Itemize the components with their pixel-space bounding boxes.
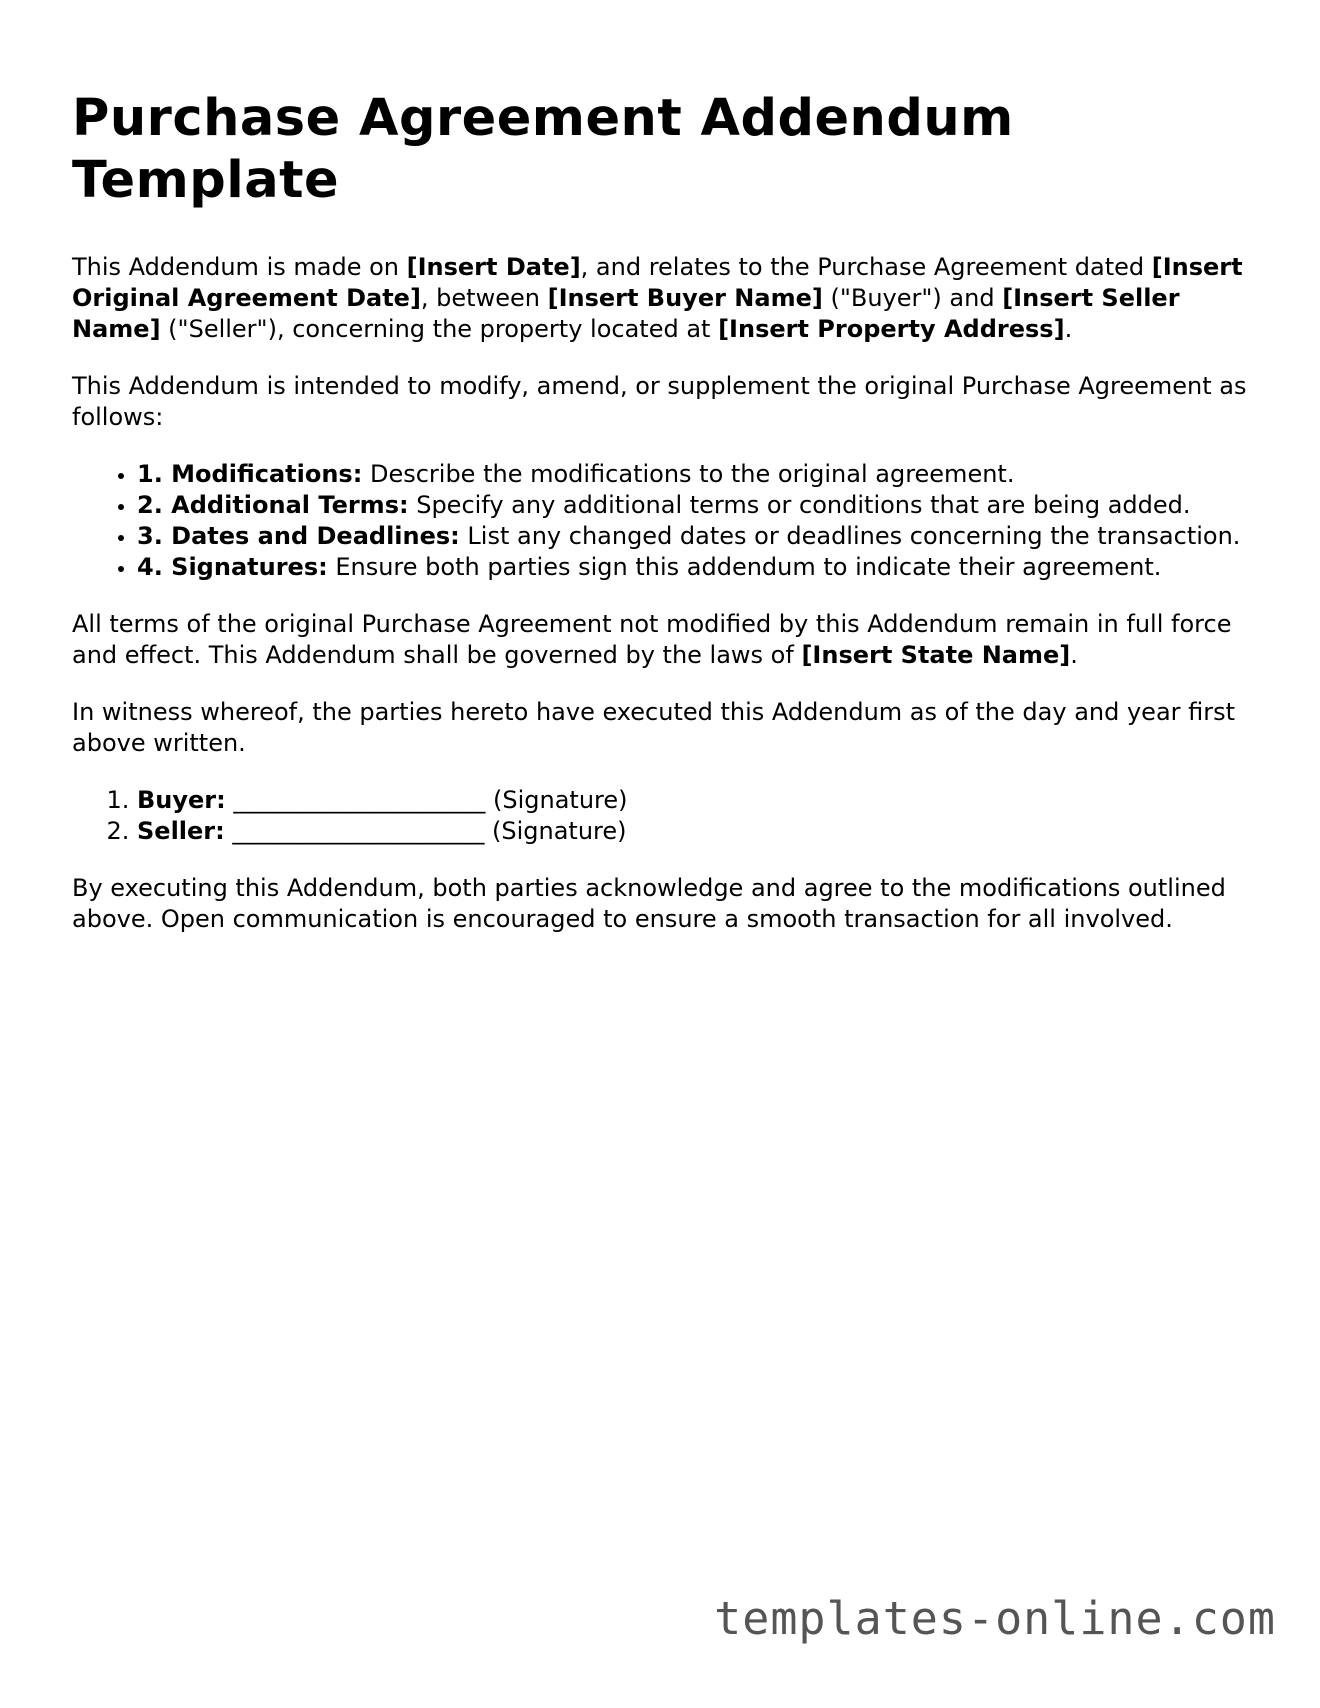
item-label: 2. Additional Terms:	[137, 491, 409, 519]
item-label: 4. Signatures:	[137, 553, 328, 581]
item-text: Ensure both parties sign this addendum to indicate their agreement.	[327, 553, 1162, 581]
item-label: 1. Modifications:	[137, 460, 363, 488]
intro-text: This Addendum is made on	[72, 253, 407, 281]
signature-label: Buyer:	[137, 786, 226, 814]
signature-label: Seller:	[137, 817, 225, 845]
state-name-placeholder: [Insert State Name]	[801, 641, 1071, 669]
property-address-placeholder: [Insert Property Address]	[718, 315, 1065, 343]
item-text: Specify any additional terms or conditions that are being added.	[408, 491, 1191, 519]
intro-paragraph	[72, 252, 1262, 345]
watermark: templates-online.com	[714, 1592, 1276, 1645]
buyer-name-placeholder: [Insert Buyer Name]	[547, 284, 823, 312]
list-item	[137, 459, 1262, 490]
intro-text: , and relates to the Purchase Agreement dated	[580, 253, 1152, 281]
intro-text: , between	[420, 284, 548, 312]
date-placeholder: [Insert Date]	[406, 253, 581, 281]
signature-line-buyer	[137, 785, 1262, 816]
governing-text: All terms of the original Purchase Agreement not modified by this Addendum remain in full force and effect. This Addendum shall be governed by the laws of	[72, 610, 1232, 669]
item-text: List any changed dates or deadlines concerning the transaction.	[459, 522, 1241, 550]
terms-list	[72, 459, 1262, 583]
governing-law-paragraph	[72, 609, 1262, 671]
item-label: 3. Dates and Deadlines:	[137, 522, 460, 550]
list-item	[137, 521, 1262, 552]
list-item	[137, 552, 1262, 583]
signature-blank: _____________________ (Signature)	[225, 786, 628, 814]
governing-text: .	[1070, 641, 1078, 669]
closing-paragraph: By executing this Addendum, both parties acknowledge and agree to the modifications outlined above. Open communication is encouraged to ensure a smooth transaction for all involved.	[72, 874, 1226, 933]
signature-list	[72, 785, 1262, 847]
signature-blank: _____________________ (Signature)	[224, 817, 627, 845]
seller-name-placeholder: [Insert Seller Name]	[72, 284, 1180, 343]
document-page	[72, 88, 1262, 961]
list-item	[137, 490, 1262, 521]
intro-text: .	[1064, 315, 1073, 343]
purpose-paragraph: This Addendum is intended to modify, amend, or supplement the original Purchase Agreement as follows:	[72, 372, 1247, 431]
witness-paragraph: In witness whereof, the parties hereto have executed this Addendum as of the day and year first above written.	[72, 698, 1236, 757]
original-date-placeholder: [Insert Original Agreement Date]	[72, 253, 1243, 312]
page-title: Purchase Agreement Addendum Template	[72, 89, 1014, 210]
item-text: Describe the modifications to the original agreement.	[362, 460, 1015, 488]
intro-text: ("Buyer") and	[822, 284, 1003, 312]
signature-line-seller	[137, 816, 1262, 847]
intro-text: ("Seller"), concerning the property located at	[160, 315, 719, 343]
